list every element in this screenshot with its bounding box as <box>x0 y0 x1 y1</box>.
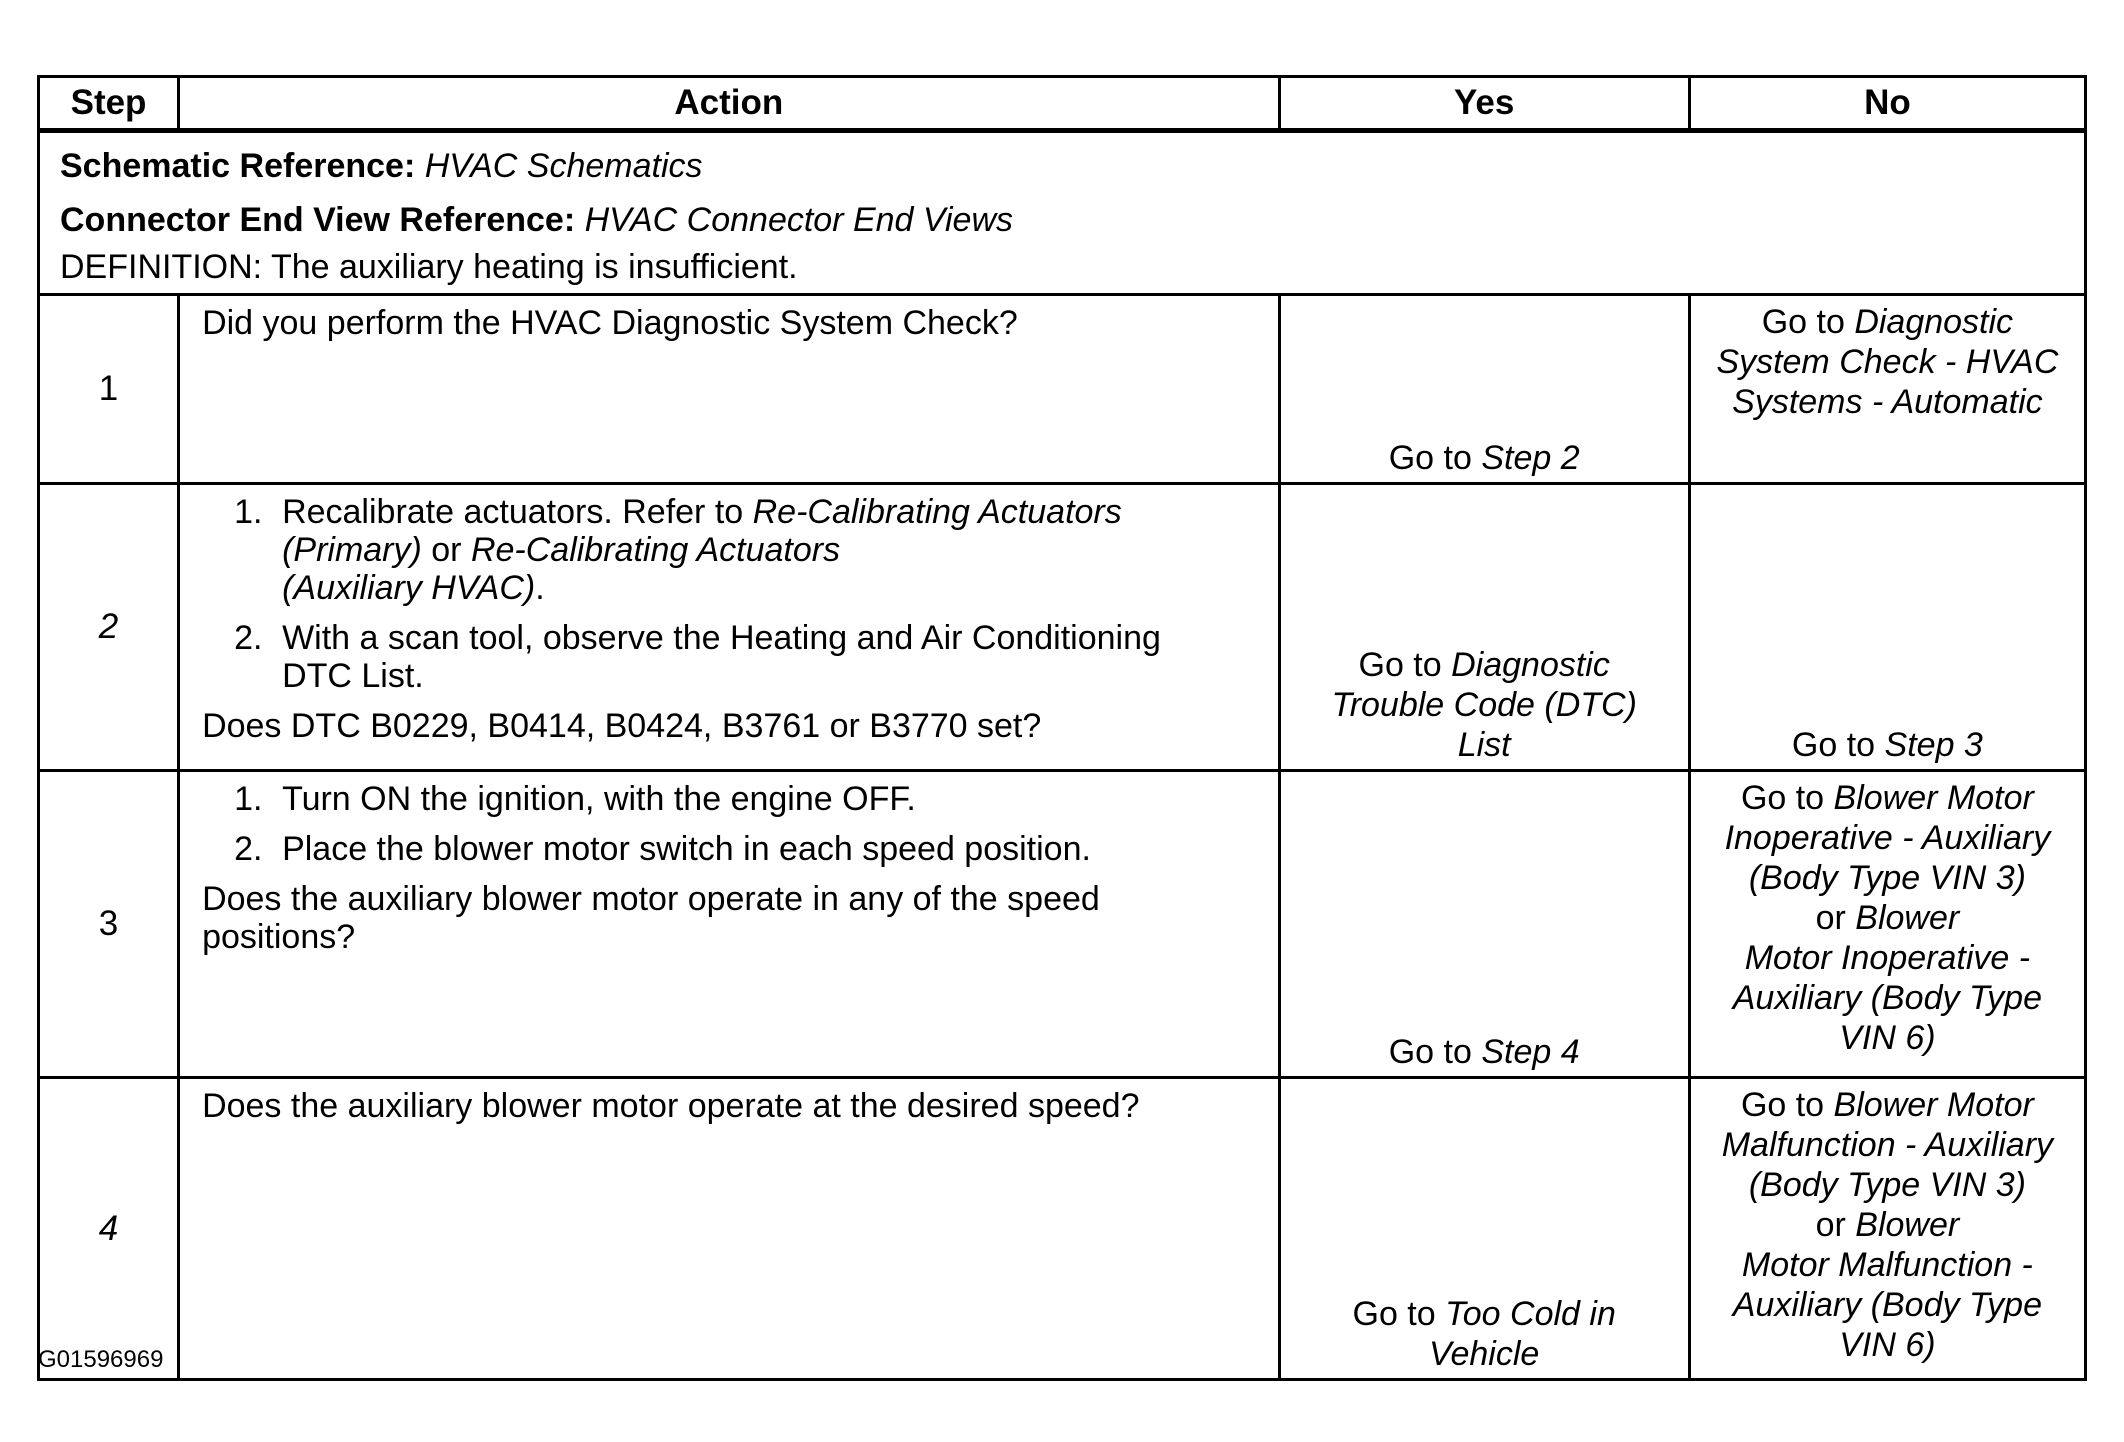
recalibrate-auxiliary-link[interactable]: (Auxiliary HVAC) <box>282 569 536 607</box>
no-link[interactable]: Systems - Automatic <box>1732 383 2043 421</box>
action-cell <box>179 1078 1280 1380</box>
no-link[interactable]: Step 3 <box>1884 726 1983 764</box>
no-result: Go to Blower Motor Inoperative - Auxiliary (Body Type VIN 3) or Blower Motor Inoperative - Auxiliary (Body Type VIN 6) <box>1724 779 2051 1057</box>
header-yes: Yes <box>1279 77 1689 131</box>
schematic-reference <box>60 139 2064 193</box>
table-row <box>39 484 2086 771</box>
action-list <box>202 780 1264 868</box>
step-number: 3 <box>39 771 179 1078</box>
no-cell <box>1689 1078 2085 1380</box>
connector-reference-label: Connector End View Reference: <box>60 201 576 239</box>
action-cell <box>179 771 1280 1078</box>
connector-reference-link[interactable]: HVAC Connector End Views <box>584 201 1013 239</box>
question-text: Does the auxiliary blower motor operate at the desired speed? <box>202 1087 1140 1125</box>
schematic-reference-label: Schematic Reference: <box>60 147 416 185</box>
yes-link[interactable]: Too Cold in <box>1445 1295 1616 1333</box>
header-action: Action <box>179 77 1280 131</box>
action-cell <box>179 484 1280 771</box>
no-link[interactable]: VIN 6) <box>1839 1019 1936 1057</box>
no-link[interactable]: System Check - HVAC <box>1716 343 2059 381</box>
reference-cell <box>39 131 2086 295</box>
yes-result: Go to Step 2 <box>1388 439 1580 477</box>
yes-link[interactable]: Trouble Code (DTC) <box>1331 686 1637 724</box>
no-cell <box>1689 295 2085 484</box>
no-link[interactable]: (Body Type VIN 3) <box>1748 859 2026 897</box>
table-row <box>39 1078 2086 1380</box>
no-cell <box>1689 771 2085 1078</box>
yes-link[interactable]: Diagnostic <box>1451 646 1610 684</box>
no-link[interactable]: Auxiliary (Body Type <box>1732 1286 2043 1324</box>
yes-cell <box>1279 771 1689 1078</box>
no-link[interactable]: Blower <box>1855 899 1960 937</box>
action-cell <box>179 295 1280 484</box>
schematic-reference-link[interactable]: HVAC Schematics <box>424 147 703 185</box>
definition-text: DEFINITION: The auxiliary heating is insufficient. <box>60 248 798 286</box>
step-number: 2 <box>39 484 179 771</box>
action-list <box>202 493 1264 695</box>
recalibrate-auxiliary-link[interactable]: Re-Calibrating Actuators <box>470 531 841 569</box>
connector-reference <box>60 193 2064 247</box>
list-item: 1. Recalibrate actuators. Refer to Re-Calibrating Actuators (Primary) or Re-Calibrating Actuators (Auxiliary HVAC). <box>234 493 1122 607</box>
no-link[interactable]: Blower <box>1855 1206 1960 1244</box>
yes-result: Go to Diagnostic Trouble Code (DTC) List <box>1331 646 1637 764</box>
yes-link[interactable]: List <box>1457 726 1511 764</box>
no-result: Go to Step 3 <box>1791 726 1983 764</box>
no-link[interactable]: Inoperative - Auxiliary <box>1724 819 2051 857</box>
no-result: Go to Diagnostic System Check - HVAC Systems - Automatic <box>1716 303 2059 421</box>
question-text: Does DTC B0229, B0414, B0424, B3761 or B3770 set? <box>202 707 1042 745</box>
question-text: Does the auxiliary blower motor operate in any of the speed positions? <box>202 880 1100 956</box>
table-row <box>39 295 2086 484</box>
table-row <box>39 771 2086 1078</box>
yes-cell <box>1279 1078 1689 1380</box>
no-cell <box>1689 484 2085 771</box>
header-step: Step <box>39 77 179 131</box>
recalibrate-primary-link[interactable]: Re-Calibrating Actuators <box>752 493 1122 531</box>
yes-result: Go to Step 4 <box>1388 1033 1580 1071</box>
no-link[interactable]: Motor Malfunction - <box>1741 1246 2033 1284</box>
no-link[interactable]: VIN 6) <box>1839 1326 1936 1364</box>
diagnostic-table <box>37 75 2087 1381</box>
yes-link[interactable]: Step 4 <box>1481 1033 1580 1071</box>
list-item: 1. Turn ON the ignition, with the engine OFF. <box>234 780 916 818</box>
figure-id: G01596969 <box>38 1346 164 1373</box>
no-link[interactable]: Blower Motor <box>1833 779 2034 817</box>
no-result: Go to Blower Motor Malfunction - Auxiliary (Body Type VIN 3) or Blower Motor Malfunction - Auxiliary (Body Type VIN 6) <box>1721 1086 2054 1364</box>
question-text: Did you perform the HVAC Diagnostic System Check? <box>202 304 1018 342</box>
yes-result: Go to Too Cold in Vehicle <box>1352 1295 1616 1373</box>
step-number: 4 <box>39 1078 179 1380</box>
step-number: 1 <box>39 295 179 484</box>
no-link[interactable]: Blower Motor <box>1833 1086 2034 1124</box>
no-link[interactable]: (Body Type VIN 3) <box>1748 1166 2026 1204</box>
no-link[interactable]: Diagnostic <box>1854 303 2014 341</box>
list-item: 2. Place the blower motor switch in each speed position. <box>234 830 1091 868</box>
no-link[interactable]: Malfunction - Auxiliary <box>1721 1126 2054 1164</box>
header-no: No <box>1689 77 2085 131</box>
header-row <box>39 77 2086 131</box>
list-item: 2. With a scan tool, observe the Heating and Air Conditioning DTC List. <box>234 619 1161 695</box>
recalibrate-primary-link[interactable]: (Primary) <box>282 531 422 569</box>
reference-row <box>39 131 2086 295</box>
yes-cell <box>1279 295 1689 484</box>
yes-cell <box>1279 484 1689 771</box>
yes-link[interactable]: Vehicle <box>1429 1335 1540 1373</box>
yes-link[interactable]: Step 2 <box>1481 439 1580 477</box>
no-link[interactable]: Motor Inoperative - <box>1744 939 2031 977</box>
no-link[interactable]: Auxiliary (Body Type <box>1732 979 2043 1017</box>
